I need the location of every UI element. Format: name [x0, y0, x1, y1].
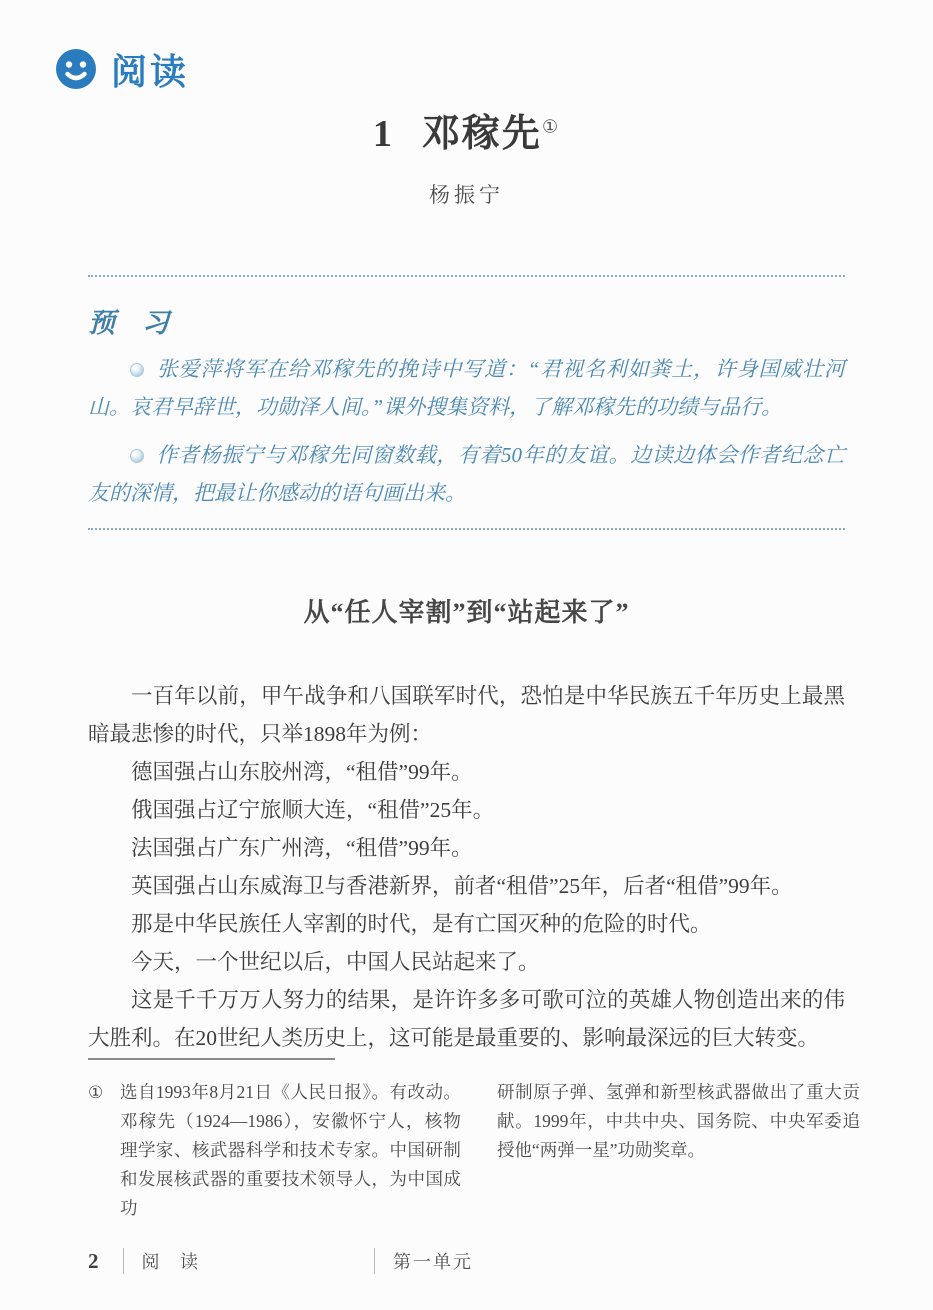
preview-item-text: 作者杨振宁与邓稼先同窗数载，有着50年的友谊。边读边体会作者纪念亡友的深情，把最让你感动的语句画出来。	[88, 443, 845, 505]
preview-item-text: 张爱萍将军在给邓稼先的挽诗中写道：“君视名利如粪土，许身国威壮河山。哀君早辞世，功勋泽人间。”课外搜集资料，了解邓稼先的功绩与品行。	[88, 357, 845, 419]
paragraph: 这是千千万万人努力的结果，是许许多多可歌可泣的英雄人物创造出来的伟大胜利。在20世纪人类历史上，这可能是最重要的、影响最深远的巨大转变。	[88, 988, 845, 1050]
paragraph: 德国强占山东胶州湾，“租借”99年。	[131, 760, 473, 784]
author-name: 杨振宁	[429, 183, 504, 207]
footnote-column-left	[88, 1078, 461, 1223]
paragraph: 法国强占广东广州湾，“租借”99年。	[131, 836, 473, 860]
page-header	[0, 0, 933, 92]
preview-item	[88, 350, 845, 426]
body-text	[88, 677, 845, 1057]
preview-box	[88, 275, 845, 530]
bullet-circle-icon	[130, 363, 144, 377]
paragraph: 英国强占山东威海卫与香港新界，前者“租借”25年，后者“租借”99年。	[131, 874, 793, 898]
footnote-column-right: 研制原子弹、氢弹和新型核武器做出了重大贡献。1999年，中共中央、国务院、中央军委追授他“两弹一星”功勋奖章。	[496, 1082, 860, 1160]
smiley-reading-icon	[55, 48, 97, 90]
preview-item	[88, 436, 845, 512]
footnote-divider	[88, 1058, 335, 1060]
paragraph: 一百年以前，甲午战争和八国联军时代，恐怕是中华民族五千年历史上最黑暗最悲惨的时代，只举1898年为例：	[88, 684, 845, 746]
section-heading: 从“任人宰割”到“站起来了”	[303, 598, 630, 627]
footer-unit-label: 第一单元	[393, 1252, 473, 1272]
page-footer	[88, 1248, 845, 1274]
lesson-number: 1	[372, 113, 394, 155]
footer-section-label: 阅 读	[141, 1252, 206, 1272]
header-label: 阅读	[111, 50, 190, 92]
footnote-reference: ①	[541, 116, 561, 137]
bullet-circle-icon	[130, 449, 144, 463]
lesson-title-text: 邓稼先	[421, 113, 542, 155]
footer-divider-bar	[374, 1248, 375, 1274]
footnote	[88, 1058, 860, 1223]
page-number: 2	[88, 1248, 99, 1273]
footnote-text-left: 选自1993年8月21日《人民日报》。有改动。邓稼先（1924—1986），安徽怀宁人，核物理学家、核武器科学和技术专家。中国研制和发展核武器的重要技术领导人，为中国成功	[120, 1082, 461, 1218]
paragraph: 今天，一个世纪以后，中国人民站起来了。	[131, 950, 540, 974]
paragraph: 那是中华民族任人宰割的时代，是有亡国灭种的危险的时代。	[131, 912, 712, 936]
footnote-marker: ①	[88, 1083, 104, 1102]
paragraph: 俄国强占辽宁旅顺大连，“租借”25年。	[131, 798, 495, 822]
footer-divider-bar	[123, 1248, 124, 1274]
preview-heading: 预 习	[88, 308, 169, 338]
lesson-title	[0, 102, 933, 157]
